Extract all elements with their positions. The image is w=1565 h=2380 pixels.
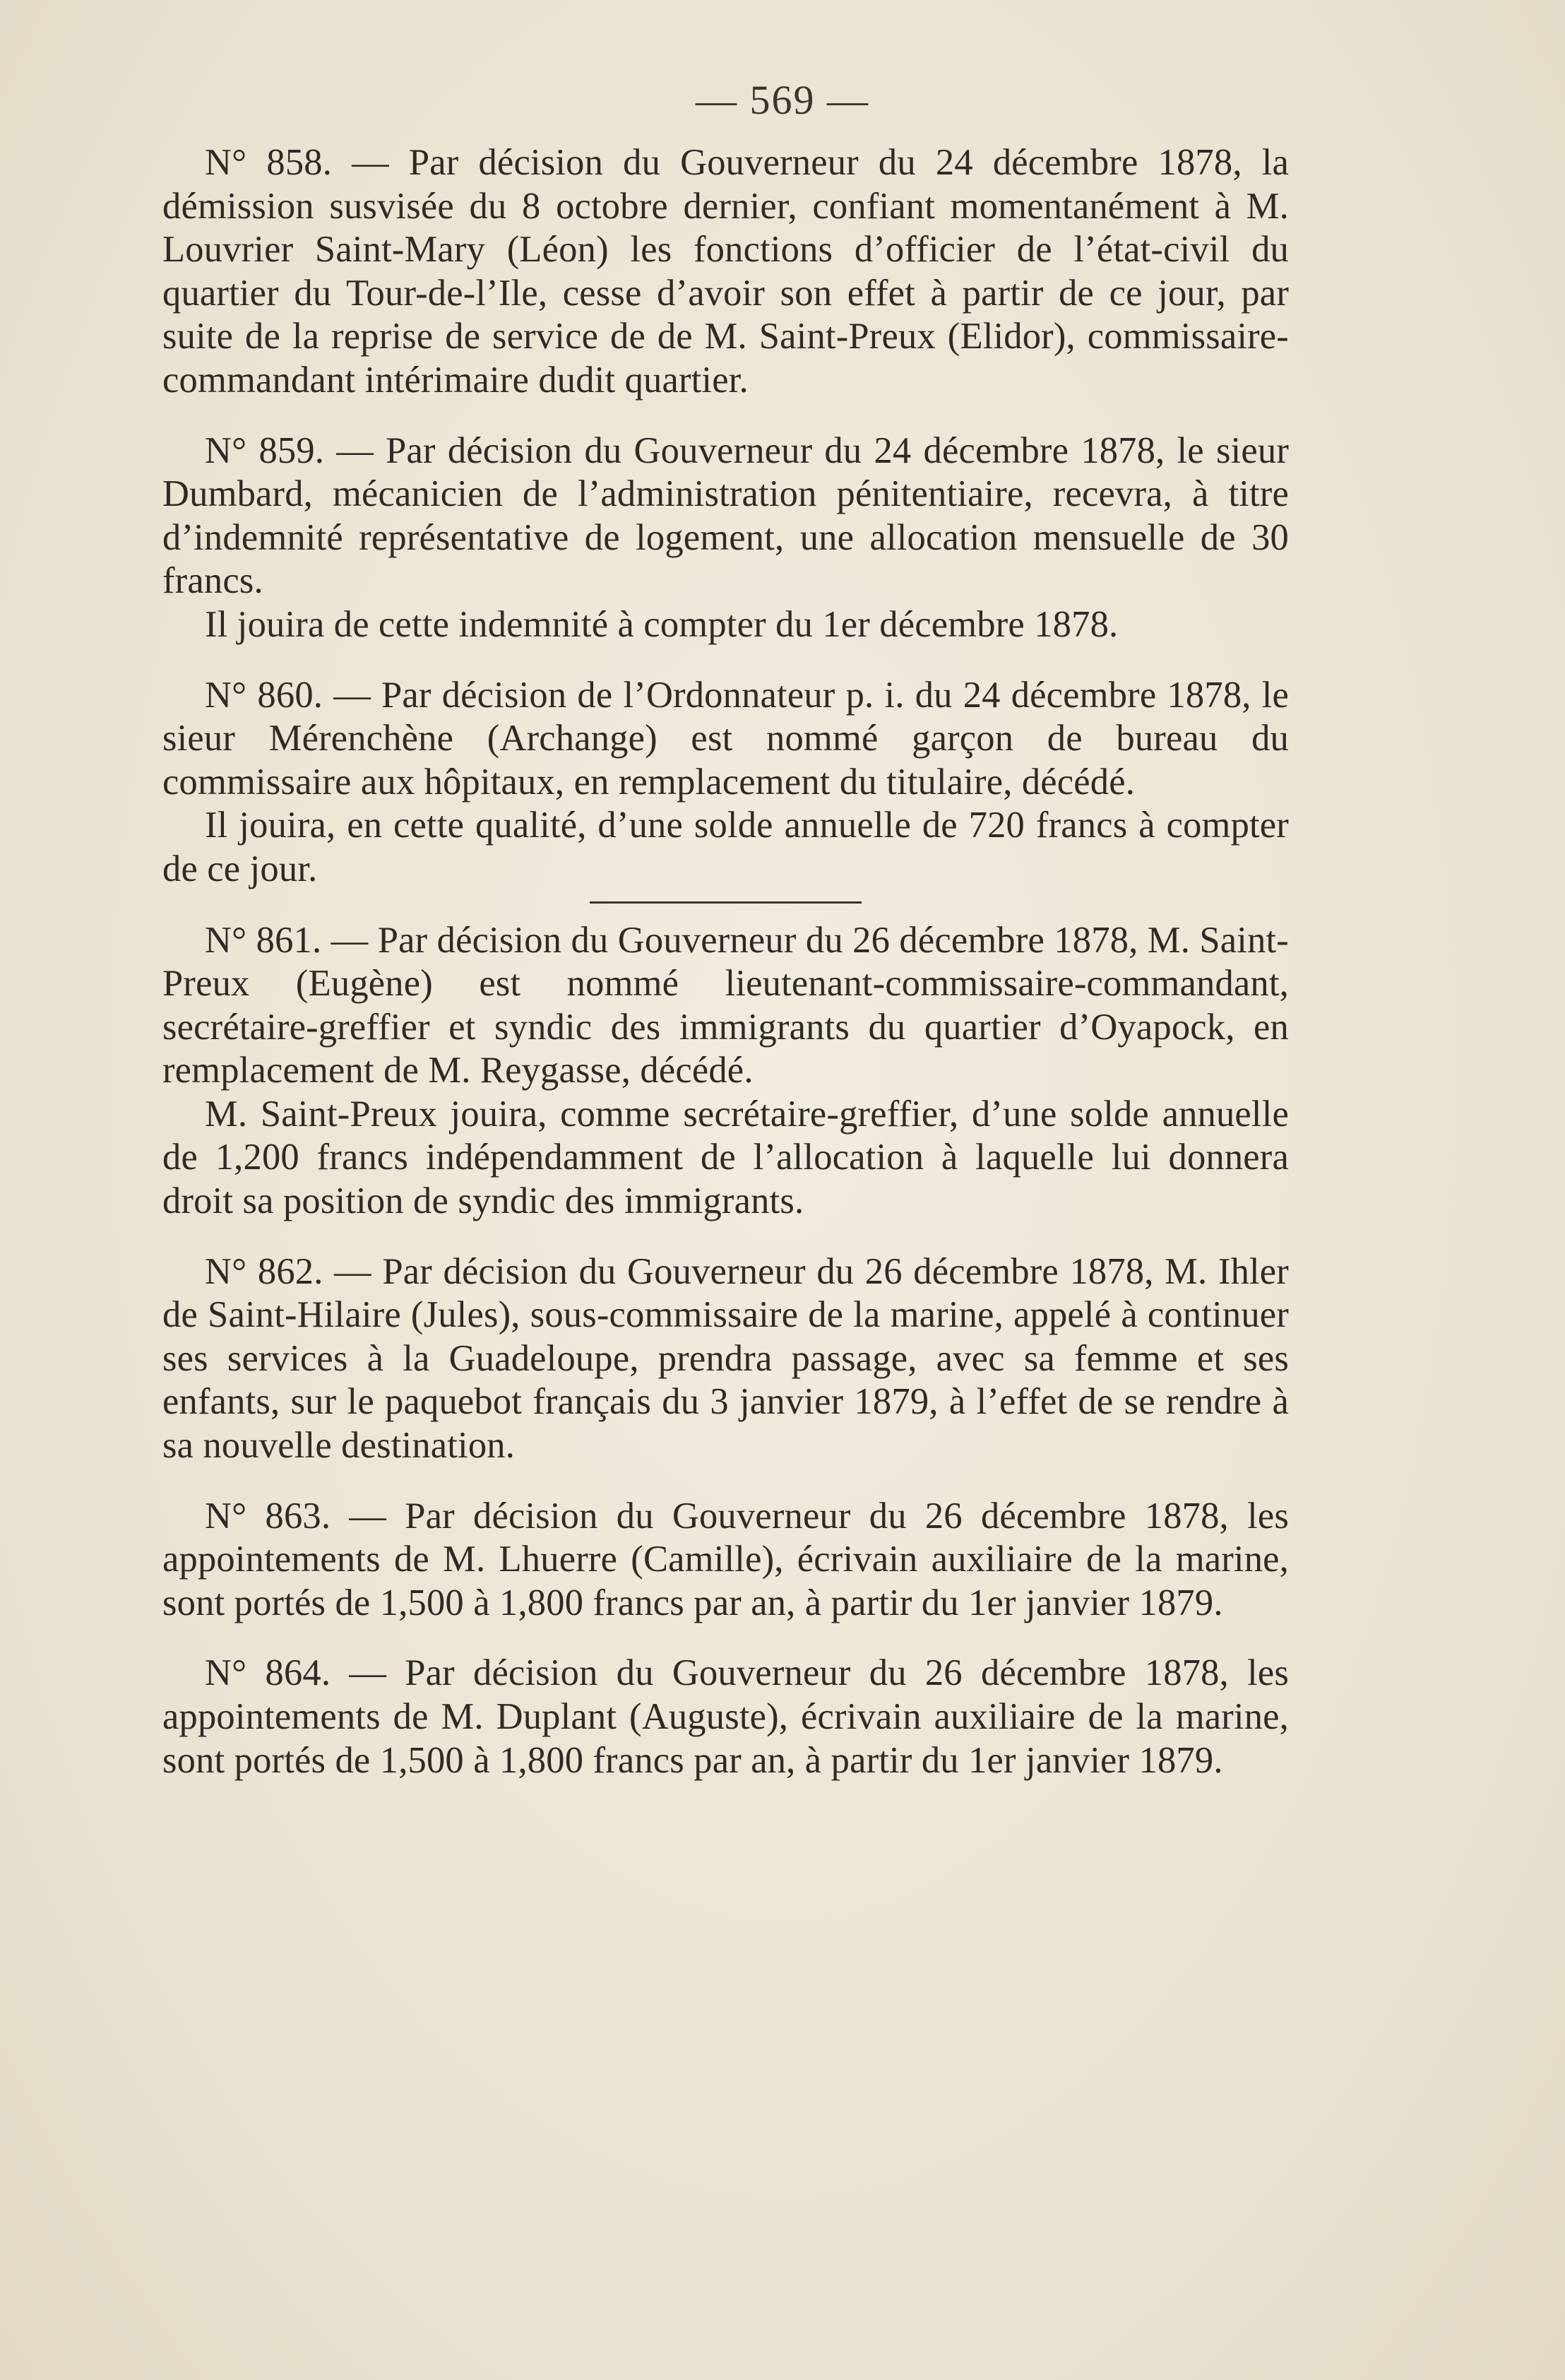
section-divider	[590, 901, 862, 904]
entry-858	[162, 141, 1289, 403]
entry-859	[162, 430, 1289, 647]
paragraph: N° 862. — Par décision du Gouverneur du 26 décembre 1878, M. Ihler de Saint-Hilaire (Jules), sous-commissaire de la marine, appelé à continuer ses services à la Guadeloupe, prendra passage, avec sa femme et ses enfants, sur le paquebot français du 3 janvier 1879, à l’effet de se rendre à sa nouvelle destination.	[162, 1250, 1289, 1467]
paragraph: N° 858. — Par décision du Gouverneur du 24 décembre 1878, la démission susvisée du 8 octobre dernier, confiant momentanément à M. Louvrier Saint-Mary (Léon) les fonctions d’officier de l’état-civil du quartier du Tour-de-l’Ile, cesse d’avoir son effet à partir de ce jour, par suite de la reprise de service de de M. Saint-Preux (Elidor), commissaire-commandant intérimaire dudit quartier.	[162, 142, 1289, 401]
paragraph: M. Saint-Preux jouira, comme secrétaire-greffier, d’une solde annuelle de 1,200 francs indépendamment de l’allocation à laquelle lui donnera droit sa position de syndic des immigrants.	[162, 1093, 1289, 1222]
paragraph: N° 861. — Par décision du Gouverneur du 26 décembre 1878, M. Saint-Preux (Eugène) est nommé lieutenant-commissaire-commandant, secrétaire-greffier et syndic des immigrants du quartier d’Oyapock, en remplacement de M. Reygasse, décédé.	[162, 919, 1289, 1091]
entry-864	[162, 1652, 1289, 1782]
document-body	[162, 141, 1289, 1782]
paragraph: N° 860. — Par décision de l’Ordonnateur p. i. du 24 décembre 1878, le sieur Mérenchène (Archange) est nommé garçon de bureau du commissaire aux hôpitaux, en remplacement du titulaire, décédé.	[162, 674, 1289, 803]
page-number: — 569 —	[696, 77, 869, 123]
entry-861	[162, 919, 1289, 1224]
entry-863	[162, 1495, 1289, 1626]
paragraph: N° 863. — Par décision du Gouverneur du 26 décembre 1878, les appointements de M. Lhuerre (Camille), écrivain auxiliaire de la marine, sont portés de 1,500 à 1,800 francs par an, à partir du 1er janvier 1879.	[162, 1495, 1289, 1623]
entry-862	[162, 1250, 1289, 1468]
paragraph: N° 864. — Par décision du Gouverneur du 26 décembre 1878, les appointements de M. Duplant (Auguste), écrivain auxiliaire de la marine, sont portés de 1,500 à 1,800 francs par an, à partir du 1er janvier 1879.	[162, 1652, 1289, 1781]
paragraph: Il jouira de cette indemnité à compter du 1er décembre 1878.	[205, 603, 1119, 645]
entry-860	[162, 674, 1289, 892]
paragraph: N° 859. — Par décision du Gouverneur du 24 décembre 1878, le sieur Dumbard, mécanicien de l’administration pénitentiaire, recevra, à titre d’indemnité représentative de logement, une allocation mensuelle de 30 francs.	[162, 430, 1289, 602]
paragraph: Il jouira, en cette qualité, d’une solde annuelle de 720 francs à compter de ce jour.	[162, 805, 1289, 889]
